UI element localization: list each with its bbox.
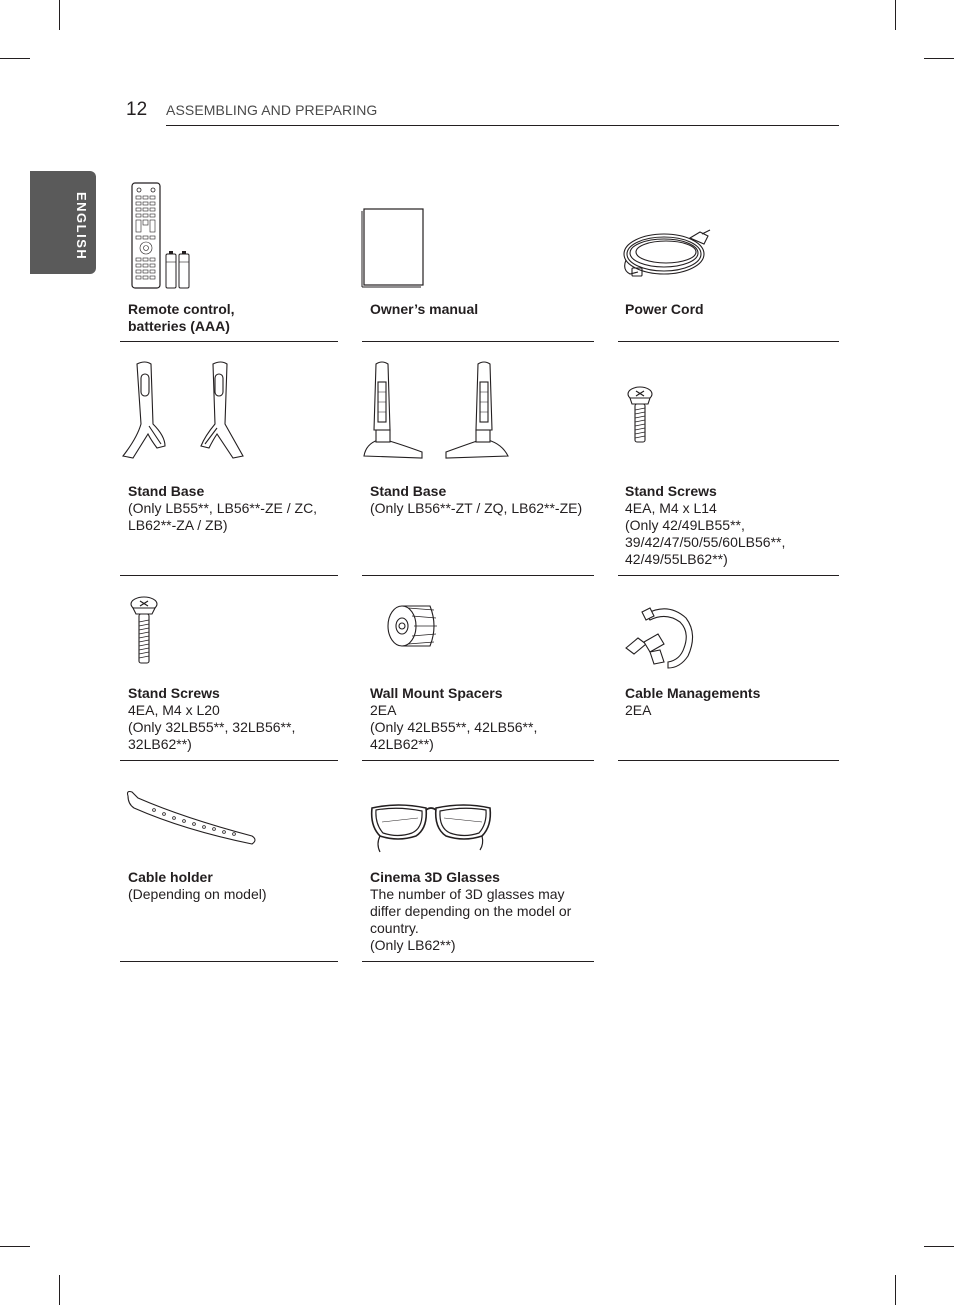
item-name: Owner’s manual [370, 301, 479, 317]
crop-mark [895, 1275, 896, 1305]
screw-illustration [626, 386, 654, 446]
item-name: Stand Base [128, 483, 205, 499]
screw-illustration [129, 596, 159, 666]
row-divider [120, 575, 338, 576]
crop-mark [924, 1246, 954, 1247]
item-detail: differ depending on the model or [370, 903, 572, 919]
item-name: Cable holder [128, 869, 213, 885]
header-divider [166, 125, 839, 126]
row-divider [362, 341, 594, 342]
item-name: Power Cord [625, 301, 704, 317]
item-detail: 42LB62**) [370, 736, 434, 752]
section-title: ASSEMBLING AND PREPARING [166, 102, 378, 118]
cable-management-illustration [624, 604, 696, 672]
item-detail: 2EA [625, 702, 652, 718]
item-detail: (Only 42LB55**, 42LB56**, [370, 719, 538, 735]
item-name: Cinema 3D Glasses [370, 869, 500, 885]
item-detail: (Only LB55**, LB56**-ZE / ZC, [128, 500, 318, 516]
stand-base-illustration [362, 360, 510, 460]
item-detail: 4EA, M4 x L14 [625, 500, 717, 516]
row-divider [362, 575, 594, 576]
row-divider [618, 575, 839, 576]
item-detail: 4EA, M4 x L20 [128, 702, 220, 718]
row-divider [120, 341, 338, 342]
item-detail: country. [370, 920, 419, 936]
row-divider [362, 961, 594, 962]
row-divider [618, 760, 839, 761]
crop-mark [59, 0, 60, 30]
stand-base-illustration [121, 360, 247, 464]
item-detail: 2EA [370, 702, 397, 718]
item-name: Stand Base [370, 483, 447, 499]
crop-mark [0, 1246, 30, 1247]
item-detail: (Only LB56**-ZT / ZQ, LB62**-ZE) [370, 500, 583, 516]
item-detail: (Depending on model) [128, 886, 267, 902]
page-number: 12 [126, 99, 148, 120]
item-detail: (Only 32LB55**, 32LB56**, [128, 719, 296, 735]
item-name: Cable Managements [625, 685, 761, 701]
item-name-cont: batteries (AAA) [128, 318, 230, 334]
crop-mark [59, 1275, 60, 1305]
wall-mount-spacer-illustration [384, 602, 440, 650]
row-divider [120, 760, 338, 761]
item-detail: LB62**-ZA / ZB) [128, 517, 228, 533]
row-divider [618, 341, 839, 342]
item-detail: (Only 42/49LB55**, [625, 517, 745, 533]
power-cord-illustration [620, 222, 714, 282]
item-detail: 39/42/47/50/55/60LB56**, [625, 534, 786, 550]
item-detail: (Only LB62**) [370, 937, 456, 953]
crop-mark [0, 58, 30, 59]
3d-glasses-illustration [368, 798, 494, 856]
owners-manual-illustration [361, 208, 425, 288]
item-detail: 42/49/55LB62**) [625, 551, 728, 567]
language-label: ENGLISH [74, 192, 89, 261]
crop-mark [924, 58, 954, 59]
item-name: Stand Screws [128, 685, 220, 701]
row-divider [362, 760, 594, 761]
crop-mark [895, 0, 896, 30]
item-detail: 32LB62**) [128, 736, 192, 752]
row-divider [120, 961, 338, 962]
item-detail: The number of 3D glasses may [370, 886, 565, 902]
item-name: Remote control, [128, 301, 235, 317]
cable-holder-illustration [124, 788, 260, 848]
item-name: Wall Mount Spacers [370, 685, 503, 701]
item-name: Stand Screws [625, 483, 717, 499]
remote-control-illustration [131, 182, 193, 290]
